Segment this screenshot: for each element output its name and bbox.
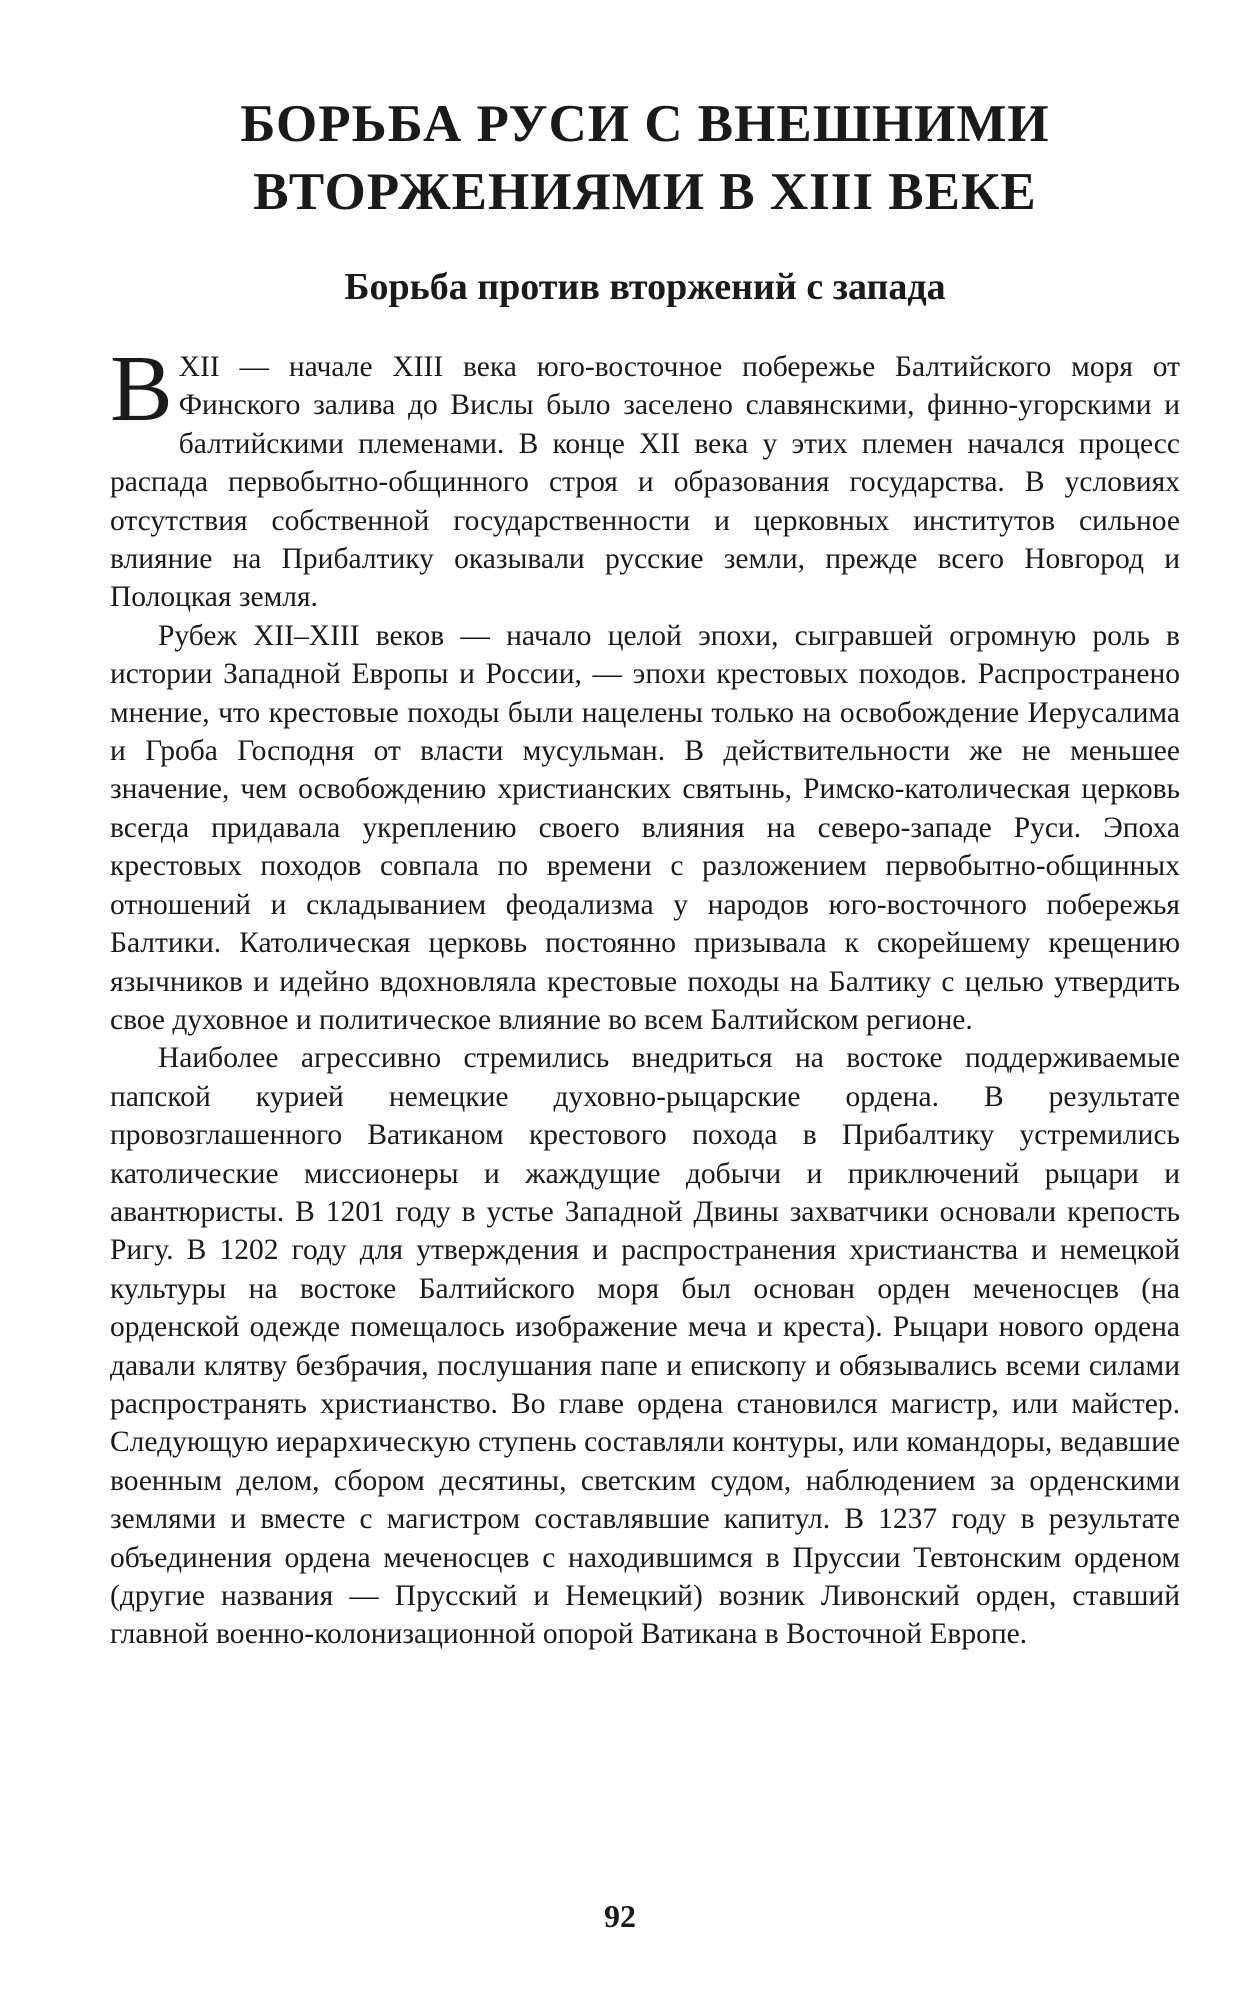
paragraph-3: Наиболее агрессивно стремились внедриться на востоке поддерживаемые папской курией немецкие духовно-рыцарские ордена. В результате провозглашенного Ватиканом крестового похода в Прибалтику устремились католические миссионеры и жаждущие добычи и приключений рыцари и авантюристы. В 1201 году в устье Западной Двины захватчики основали крепость Ригу. В 1202 году для утверждения и распространения христианства и немецкой культуры на востоке Балтийского моря был основан орден меченосцев (на орденской одежде помещалось изображение меча и креста). Рыцари нового ордена давали клятву безбрачия, послушания папе и епископу и обязывались всеми силами распространять христианство. Во главе ордена становился магистр, или майстер. Следующую иерархическую ступень составляли контуры, или командоры, ведавшие военным делом, сбором десятины, светским судом, наблюдением за орденскими землями и вместе с магистром составлявшие капитул. В 1237 году в результате объединения ордена меченосцев с находившимся в Пруссии Тевтонским орденом (другие названия — Прусский и Немецкий) возник Ливонский орден, ставший главной военно-колонизационной опорой Ватикана в Восточной Европе. xyxy=(110,1042,1180,1651)
paragraph-1 xyxy=(110,337,1180,617)
page-number: 92 xyxy=(604,1898,636,1934)
paragraph-2: Рубеж XII–XIII веков — начало целой эпохи, сыгравшей огромную роль в истории Западной Европы и России, — эпохи крестовых походов. Распространено мнение, что крестовые походы были нацелены только на освобождение Иерусалима и Гроба Господня от власти мусульман. В действительности же не меньшее значение, чем освобождению христианских святынь, Римско-католическая церковь всегда придавала укреплению своего влияния на северо-западе Руси. Эпоха крестовых походов совпала по времени с разложением первобытно-общинных отношений и складыванием феодализма у народов юго-восточного побережья Балтики. Католическая церковь постоянно призывала к скорейшему крещению язычников и идейно вдохновляла крестовые походы на Балтику с целью утвердить свое духовное и политическое влияние во всем Балтийском регионе. xyxy=(110,619,1180,1036)
drop-cap: В xyxy=(110,337,173,441)
chapter-title-line-2: ВТОРЖЕНИЯМИ В XIII ВЕКЕ xyxy=(253,163,1037,221)
chapter-title xyxy=(110,90,1180,226)
chapter-title-line-1: БОРЬБА РУСИ С ВНЕШНИМИ xyxy=(240,95,1050,153)
book-page xyxy=(110,90,1180,1654)
section-title: Борьба против вторжений с запада xyxy=(344,266,946,308)
paragraph-1-text: XII — начале XIII века юго-восточное побережье Балтийского моря от Финского залива до Вислы было заселено славянскими, финно-угорскими и балтийскими племенами. В конце XII века у этих племен начался процесс распада первобытно-общинного строя и образования государства. В условиях отсутствия собственной государственности и церковных институтов сильное влияние на Прибалтику оказывали русские земли, прежде всего Новгород и Полоцкая земля. xyxy=(110,351,1180,614)
